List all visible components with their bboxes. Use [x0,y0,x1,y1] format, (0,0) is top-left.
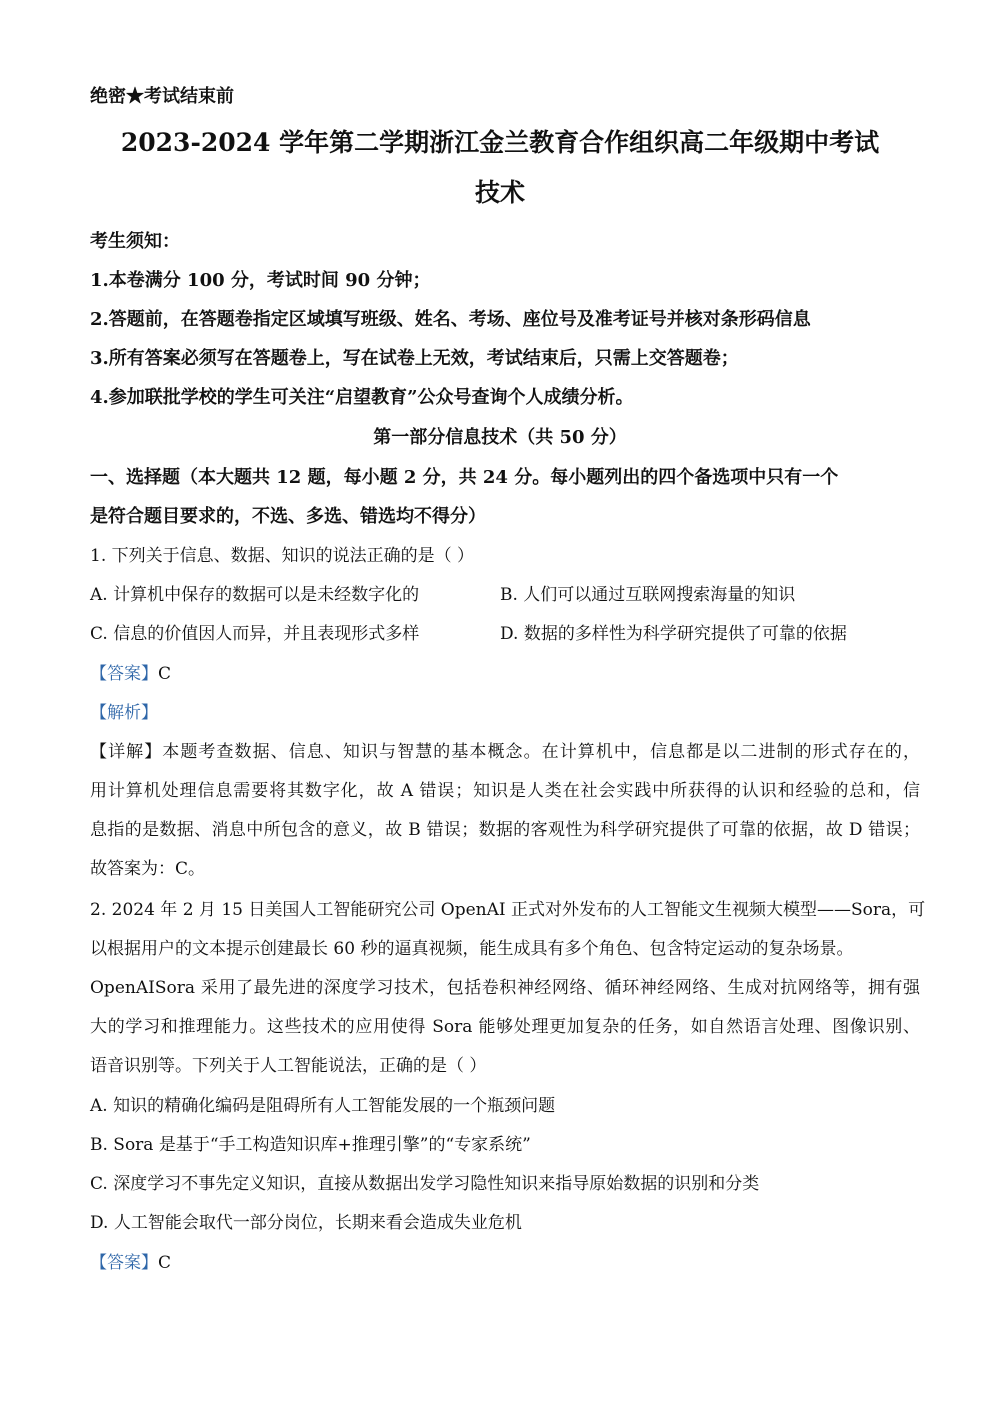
q1-option-a: A. 计算机中保存的数据可以是未经数字化的 [90,585,420,605]
answer-label: 【答案】 [90,1253,158,1273]
q1-analysis-label: 【解析】 [90,703,158,723]
q2-option-b: B. Sora 是基于“手工构造知识库+推理引擎”的“专家系统” [90,1135,531,1155]
exam-title: 2023-2024 学年第二学期浙江金兰教育合作组织高二年级期中考试 [120,128,880,157]
q1-option-c: C. 信息的价值因人而异，并且表现形式多样 [90,624,420,644]
q2-stem-line-2: 以根据用户的文本提示创建最长 60 秒的逼真视频，能生成具有多个角色、包含特定运动的复杂场景。 [90,939,854,959]
q1-detail-line-3: 息指的是数据、消息中所包含的意义，故 B 错误；数据的客观性为科学研究提供了可靠的依据，故 D 错误； [90,820,920,840]
q1-option-d: D. 数据的多样性为科学研究提供了可靠的依据 [500,624,847,644]
q1-detail-line-1: 【详解】本题考查数据、信息、知识与智慧的基本概念。在计算机中，信息都是以二进制的形式存在的， [90,742,920,762]
q2-option-c: C. 深度学习不事先定义知识，直接从数据出发学习隐性知识来指导原始数据的识别和分类 [90,1174,760,1194]
q1-answer [90,662,920,686]
q1-detail-line-2: 用计算机处理信息需要将其数字化，故 A 错误；知识是人类在社会实践中所获得的认识和经验的总和，信 [90,781,920,801]
q2-option-a: A. 知识的精确化编码是阻碍所有人工智能发展的一个瓶颈问题 [90,1096,556,1116]
q1-detail-line-4: 故答案为：C。 [90,859,206,879]
notice-item-2: 2.答题前，在答题卷指定区域填写班级、姓名、考场、座位号及准考证号并核对条形码信息 [90,309,811,330]
q1-option-b: B. 人们可以通过互联网搜索海量的知识 [500,585,796,605]
notice-item-3: 3.所有答案必须写在答题卷上，写在试卷上无效，考试结束后，只需上交答题卷； [90,348,739,369]
notice-item-1: 1.本卷满分 100 分，考试时间 90 分钟； [90,270,431,291]
notice-heading: 考生须知： [90,231,180,252]
section-heading-line-2: 是符合题目要求的，不选、多选、错选均不得分） [90,506,486,527]
q2-stem-line-1: 2. 2024 年 2 月 15 日美国人工智能研究公司 OpenAI 正式对外发布的人工智能文生视频大模型——Sora，可 [90,900,926,920]
section-heading-line-1: 一、选择题（本大题共 12 题，每小题 2 分，共 24 分。每小题列出的四个备选项中只有一个 [90,467,839,488]
q2-answer [90,1251,920,1275]
notice-item-4: 4.参加联批学校的学生可关注“启望教育”公众号查询个人成绩分析。 [90,387,634,408]
q2-stem-line-3: OpenAISora 采用了最先进的深度学习技术，包括卷积神经网络、循环神经网络、生成对抗网络等，拥有强 [90,978,920,998]
q2-option-d: D. 人工智能会取代一部分岗位，长期来看会造成失业危机 [90,1213,522,1233]
q2-stem-line-4: 大的学习和推理能力。这些技术的应用使得 Sora 能够处理更加复杂的任务，如自然语言处理、图像识别、 [90,1017,920,1037]
q2-stem-line-5: 语音识别等。下列关于人工智能说法，正确的是（ ） [90,1056,487,1076]
q1-stem: 1. 下列关于信息、数据、知识的说法正确的是（ ） [90,546,475,566]
answer-value: C [158,664,172,684]
answer-label: 【答案】 [90,664,158,684]
exam-subject: 技术 [474,178,525,207]
secret-label: 绝密★考试结束前 [90,86,234,107]
part1-heading: 第一部分信息技术（共 50 分） [373,427,627,448]
answer-value: C [158,1253,172,1273]
